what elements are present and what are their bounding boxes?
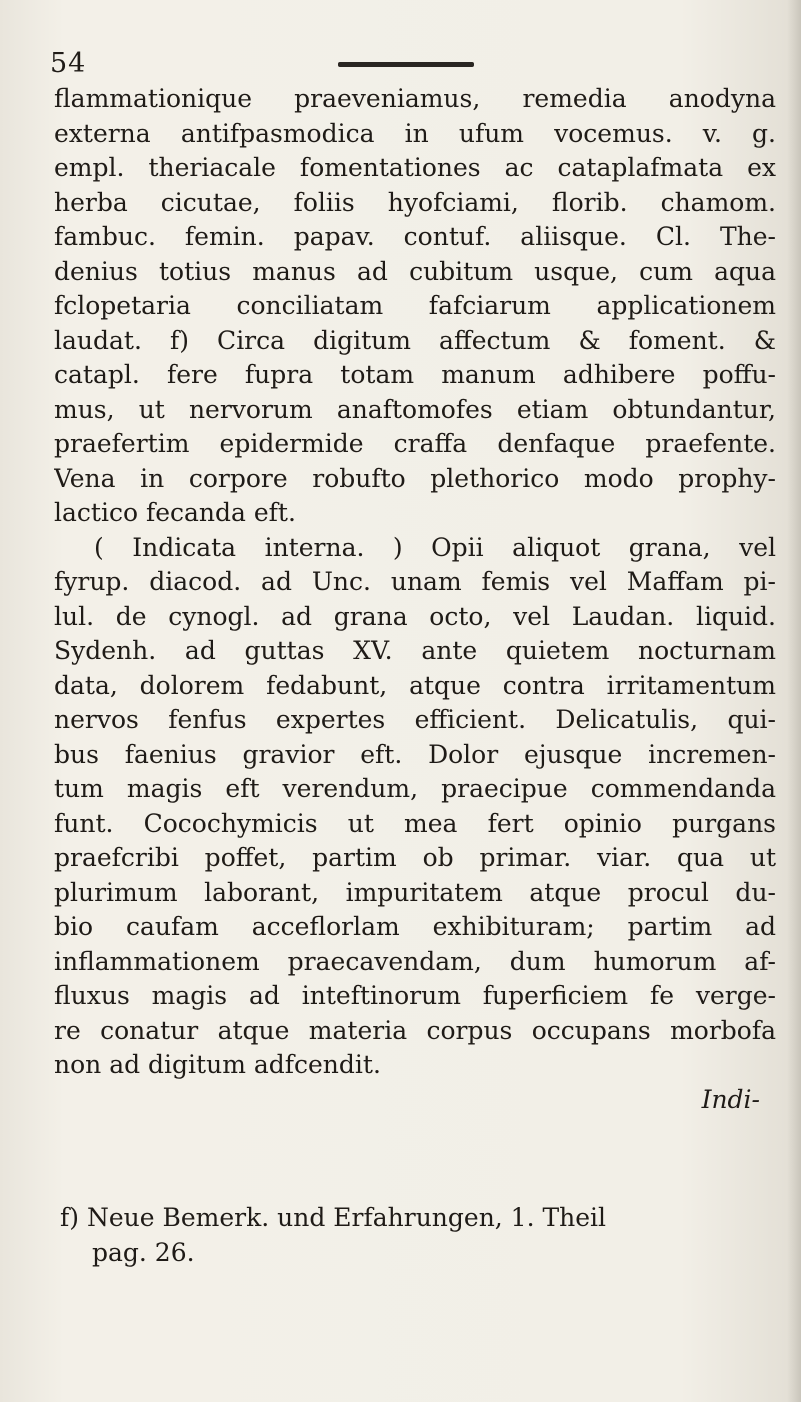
text-line: herba cicutae, foliis hyofciami, florib. chamom. xyxy=(54,187,776,217)
text-line: fclopetaria conciliatam fafciarum applicationem xyxy=(54,291,776,320)
text-line: plurimum laborant, impuritatem atque procul du- xyxy=(54,877,776,907)
page-edge-shadow xyxy=(787,0,801,1402)
paragraph-end-line: lactico fecanda eft. xyxy=(54,498,296,527)
text-line: fyrup. diacod. ad Unc. unam femis vel Maffam pi- xyxy=(54,567,776,596)
text-line: Sydenh. ad guttas XV. ante quietem nocturnam xyxy=(54,636,776,665)
text-line: re conatur atque materia corpus occupans morbofa xyxy=(54,1015,776,1045)
text-line: mus, ut nervorum anaftomofes etiam obtundantur, xyxy=(54,394,776,424)
text-line: bio caufam acceflorlam exhibituram; partim ad xyxy=(54,912,776,941)
text-line: lul. de cynogl. ad grana octo, vel Laudan. liquid. xyxy=(54,601,776,631)
main-text xyxy=(54,82,776,1117)
text-line: data, dolorem fedabunt, atque contra irritamentum xyxy=(54,670,776,700)
footnote xyxy=(60,1201,776,1270)
footnote-line: f) Neue Bemerk. und Erfahrungen, 1. Theil xyxy=(60,1203,607,1232)
text-line: tum magis eft verendum, praecipue commendanda xyxy=(54,774,776,803)
text-line: praefcribi poffet, partim ob primar. viar. qua ut xyxy=(54,843,776,872)
text-line: Vena in corpore robufto plethorico modo prophy- xyxy=(54,463,776,493)
text-line: bus faenius gravior eft. Dolor ejusque incremen- xyxy=(54,739,776,769)
paragraph-end-line: non ad digitum adfcendit. xyxy=(54,1050,381,1079)
text-line: fambuc. femin. papav. contuf. aliisque. Cl. The- xyxy=(54,222,776,251)
text-line: praefertim epidermide craffa denfaque praefente. xyxy=(54,429,776,458)
text-line: externa antifpasmodica in ufum vocemus. v. g. xyxy=(54,118,776,148)
text-line: nervos fenfus expertes efficient. Delicatulis, qui- xyxy=(54,705,776,734)
text-line: fluxus magis ad inteftinorum fuperficiem fe verge- xyxy=(54,981,776,1010)
text-line: laudat. f) Circa digitum affectum & foment. & xyxy=(54,325,776,355)
footnote-line: pag. 26. xyxy=(92,1237,195,1267)
text-line: ( Indicata interna. ) Opii aliquot grana, vel xyxy=(94,532,776,562)
catchword: Indi- xyxy=(701,1084,760,1114)
text-line: funt. Cocochymicis ut mea fert opinio purgans xyxy=(54,808,776,838)
header-rule xyxy=(338,62,474,67)
text-line: empl. theriacale fomentationes ac cataplafmata ex xyxy=(54,153,776,182)
text-line: denius totius manus ad cubitum usque, cum aqua xyxy=(54,256,776,286)
text-line: flammationique praeveniamus, remedia anodyna xyxy=(54,84,776,113)
page-number: 54 xyxy=(50,48,87,79)
text-line: catapl. fere fupra totam manum adhibere poffu- xyxy=(54,360,776,389)
text-line: inflammationem praecavendam, dum humorum af- xyxy=(54,946,776,976)
